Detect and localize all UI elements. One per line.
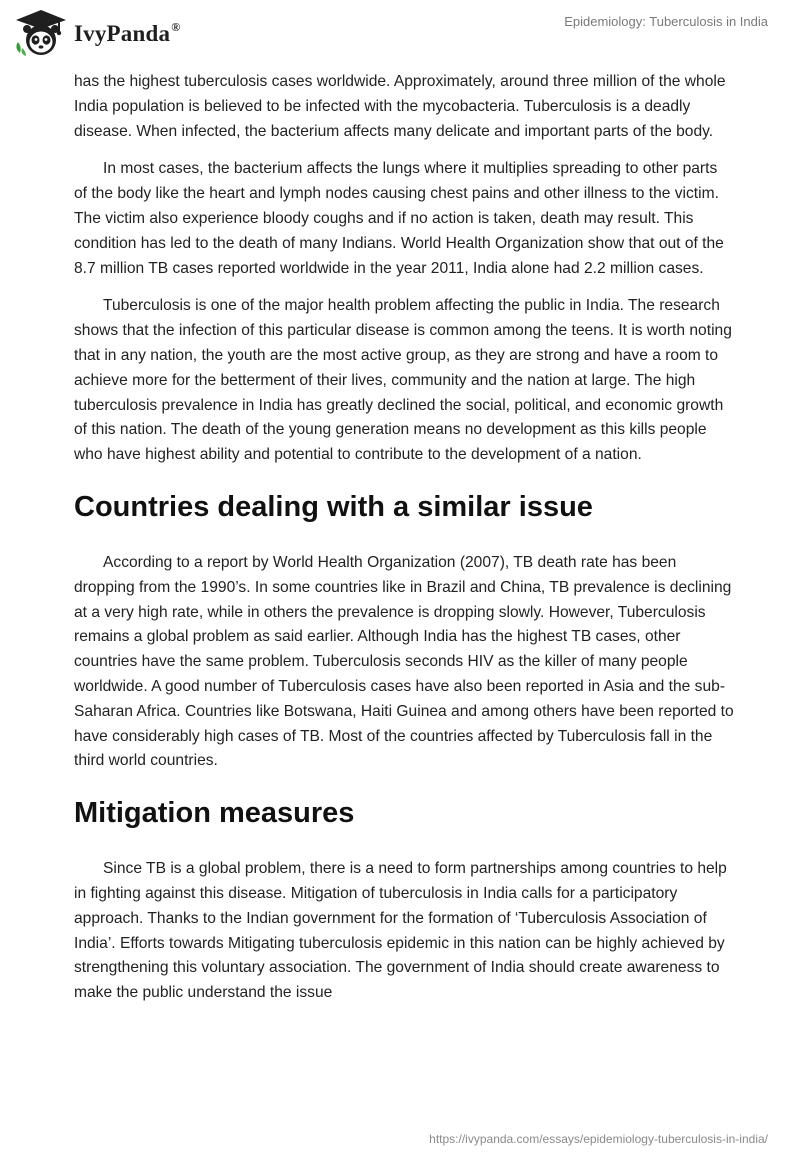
- paragraph-global-comparison: According to a report by World Health Organization (2007), TB death rate has been dropping from the 1990’s. In some countries like in Brazil and China, TB prevalence is declining at a very high rate, while in others the prevalence is dropping slowly. However, Tuberculosis remains a global problem as said earlier. Although India has the highest TB cases, other countries have the same problem. Tuberculosis seconds HIV as the killer of many people worldwide. A good number of Tuberculosis cases have also been reported in Asia and the sub-Saharan Africa. Countries like Botswana, Haiti Guinea and among others have been reported to have considerably high cases of TB. Most of the countries affected by Tuberculosis fall in the third world countries.: [74, 553, 734, 770]
- heading-countries-similar-issue: Countries dealing with a similar issue: [74, 490, 593, 523]
- brand-name: IvyPanda®: [74, 19, 181, 46]
- source-url[interactable]: https://ivypanda.com/essays/epidemiology-tuberculosis-in-india/: [429, 1132, 768, 1146]
- heading-mitigation-measures: Mitigation measures: [74, 797, 355, 830]
- page-header: [0, 0, 800, 70]
- paragraph-public-health-problem: Tuberculosis is one of the major health problem affecting the public in India. The research shows that the infection of this particular disease is common among the teens. It is worth noting that in any nation, the youth are the most active group, as they are strong and have a room to achieve more for the betterment of their lives, community and the nation at large. The high tuberculosis prevalence in India has greatly declined the social, political, and economic growth of this nation. The death of the young generation means no development as this kills people who have highest ability and potential to contribute to the development of a nation.: [74, 297, 732, 464]
- paragraph-bacterium-effects: In most cases, the bacterium affects the lungs where it multiplies spreading to other parts of the body like the heart and lymph nodes causing chest pains and other illness to the victim. The victim also experience bloody coughs and if no action is taken, death may result. This condition has led to the death of many Indians. World Health Organization show that out of the 8.7 million TB cases reported worldwide in the year 2011, India alone had 2.2 million cases.: [74, 160, 724, 277]
- document-title: Epidemiology: Tuberculosis in India: [564, 14, 768, 29]
- ivypanda-logo[interactable]: [14, 8, 180, 58]
- paragraph-intro-continued: has the highest tuberculosis cases worldwide. Approximately, around three million of the whole India population is believed to be infected with the mycobacteria. Tuberculosis is a deadly disease. When infected, the bacterium affects many delicate and important parts of the body.: [74, 73, 726, 140]
- paragraph-mitigation: Since TB is a global problem, there is a need to form partnerships among countries to help in fighting against this disease. Mitigation of tuberculosis in India calls for a participatory approach. Thanks to the Indian government for the formation of ‘Tuberculosis Association of India’. Efforts towards Mitigating tuberculosis epidemic in this nation can be highly achieved by strengthening this voluntary association. The government of India should create awareness to make the public understand the issue: [74, 860, 727, 1002]
- panda-graduate-icon: [14, 8, 68, 58]
- essay-body: [74, 70, 734, 1019]
